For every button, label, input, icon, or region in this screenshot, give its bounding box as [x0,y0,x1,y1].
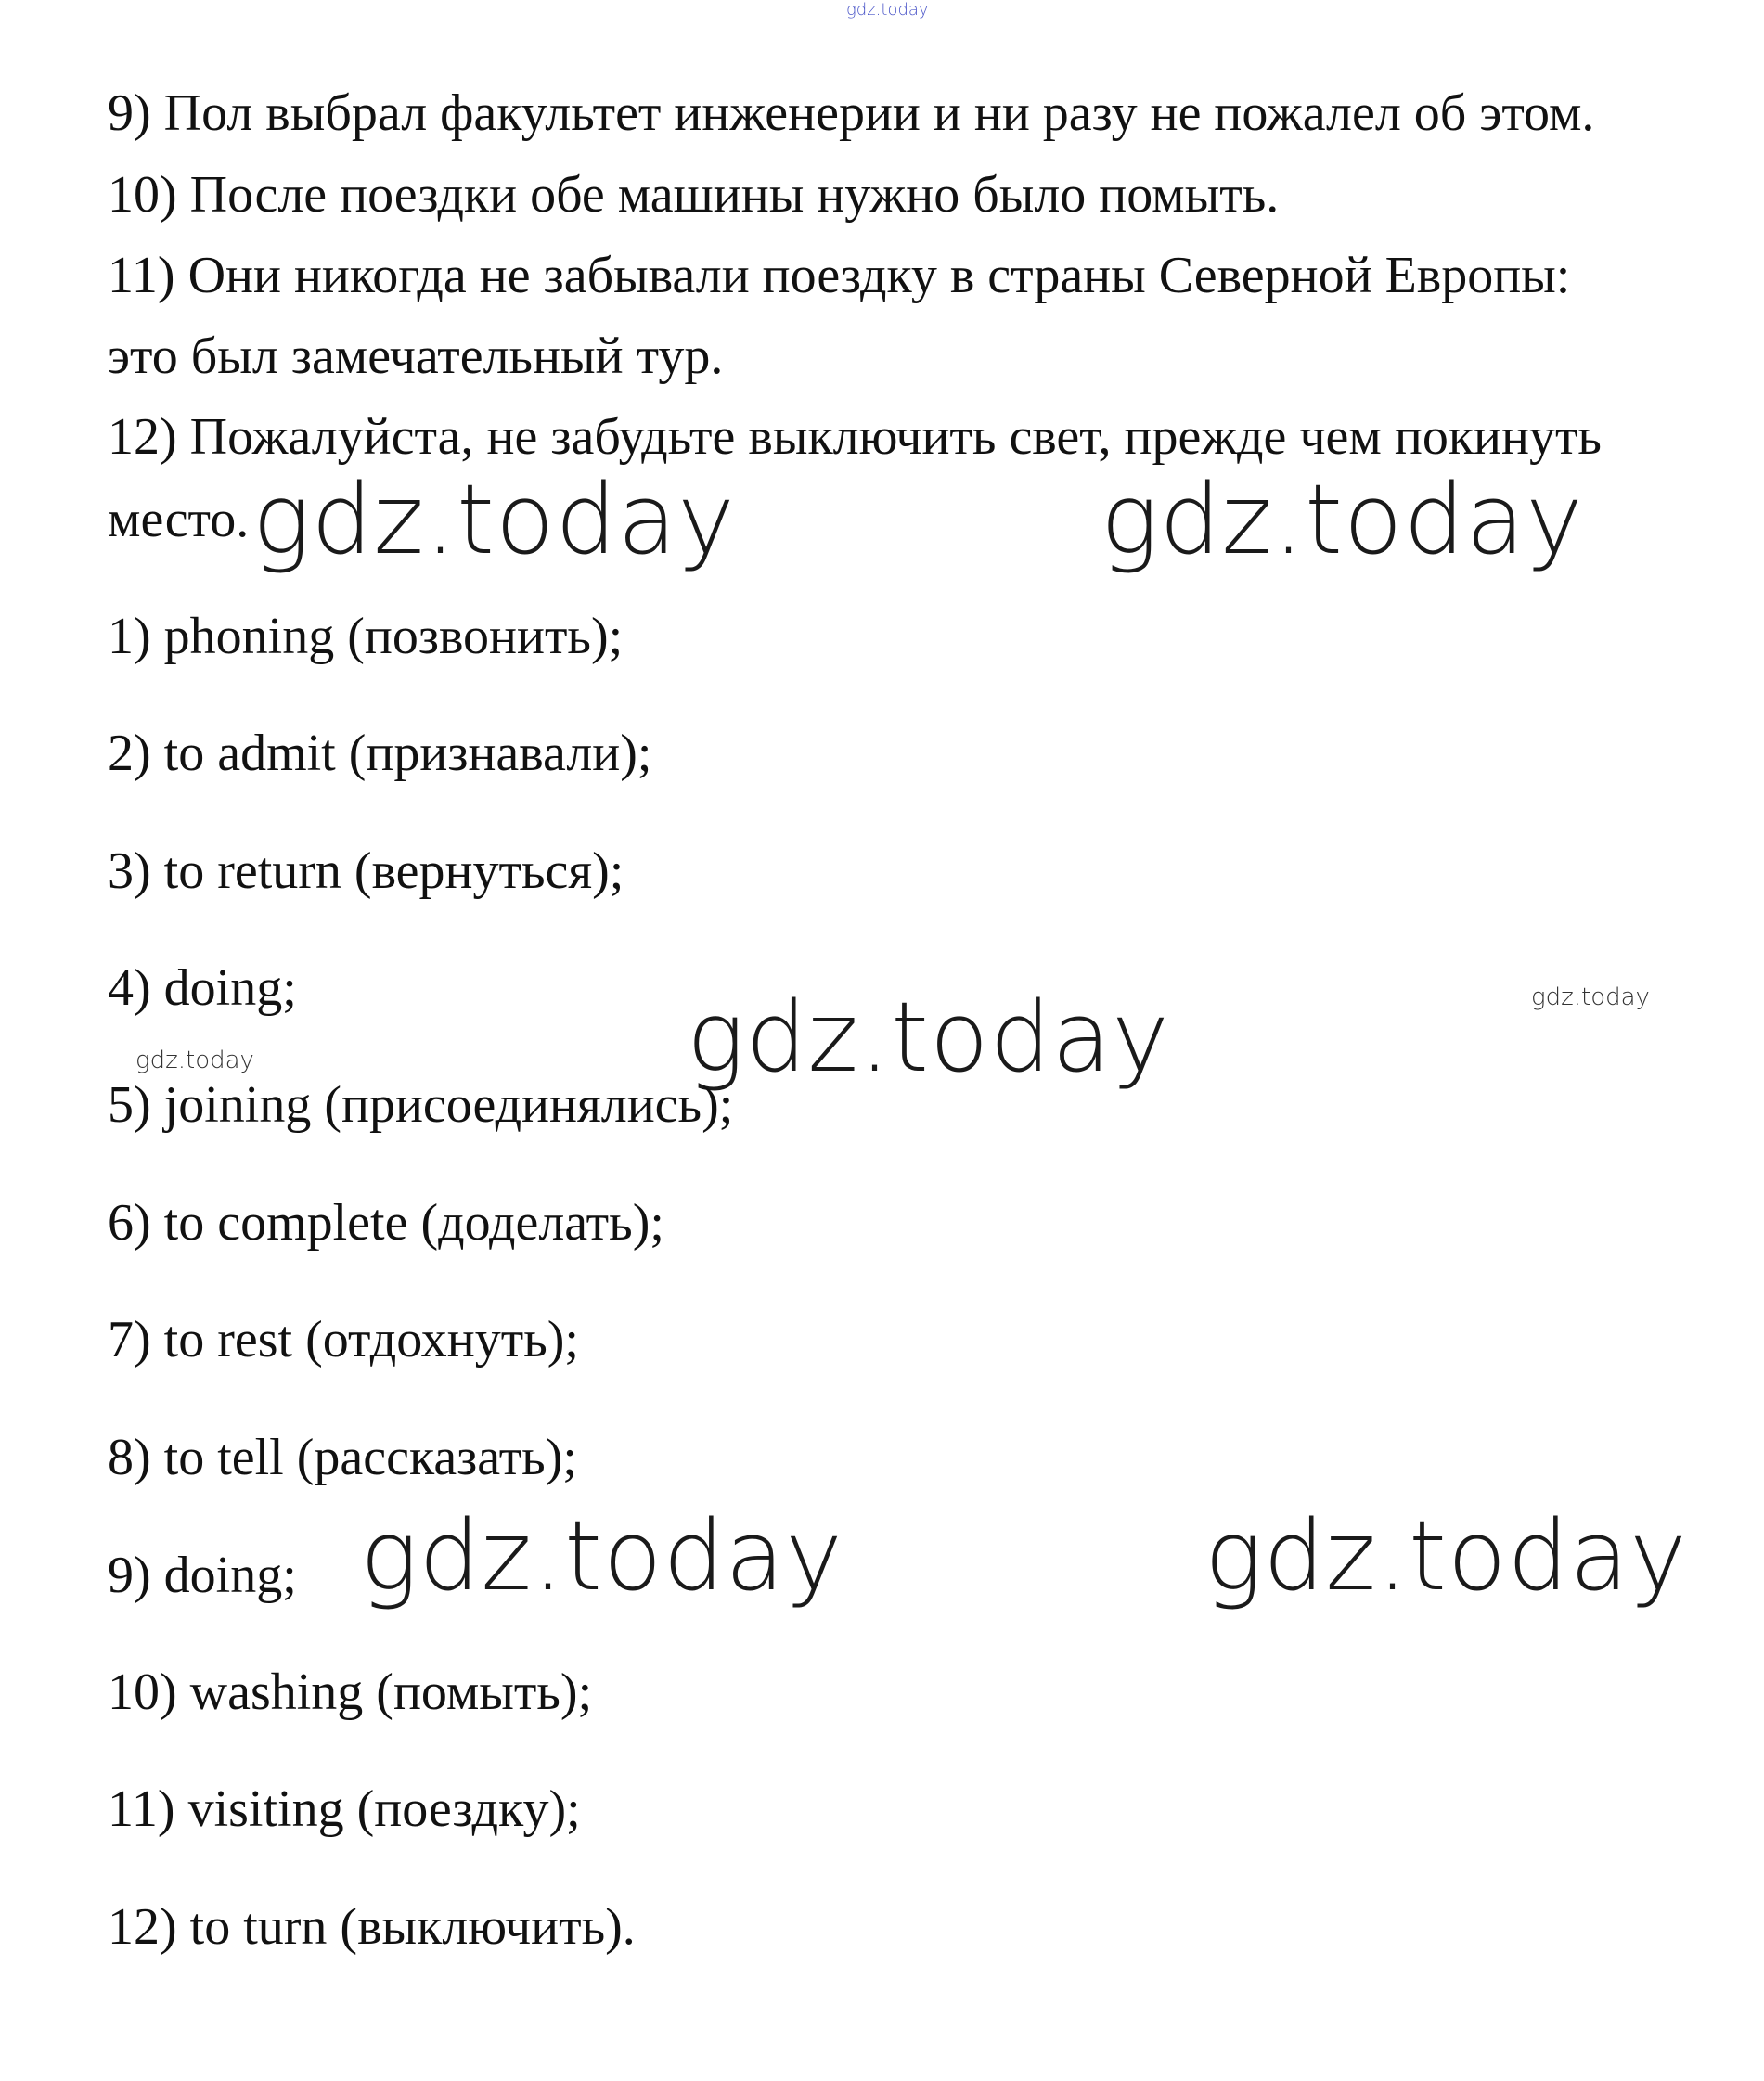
answer-item-5: 5) joining (присоединялись); [108,1076,734,1134]
translation-line-10: 10) После поездки обе машины нужно было помыть. [108,166,1280,224]
answer-item-12: 12) to turn (выключить). [108,1898,636,1956]
answer-item-3: 3) to return (вернуться); [108,842,624,900]
translation-line-12-cont: место. [108,491,250,548]
answer-item-11: 11) visiting (поездку); [108,1780,581,1838]
answer-item-9: 9) doing; [108,1547,297,1604]
translation-line-9: 9) Пол выбрал факультет инженерии и ни разу не пожалел об этом. [108,84,1595,142]
answer-item-6: 6) to complete (доделать); [108,1194,664,1252]
watermark-top: gdz.today [846,0,929,19]
answer-item-8: 8) to tell (рассказать); [108,1429,577,1486]
translation-line-12: 12) Пожалуйста, не забудьте выключить свет, прежде чем покинуть [108,408,1602,466]
answer-item-4: 4) doing; [108,959,297,1017]
translation-line-11-cont: это был замечательный тур. [108,328,724,385]
watermark-large-2: gdz.today [1101,463,1584,576]
watermark-small-1: gdz.today [1531,983,1650,1011]
watermark-large-4: gdz.today [360,1499,843,1612]
watermark-large-3: gdz.today [687,981,1170,1094]
watermark-large-1: gdz.today [252,463,736,576]
answer-item-7: 7) to rest (отдохнуть); [108,1311,579,1368]
watermark-large-5: gdz.today [1204,1499,1688,1612]
answer-item-10: 10) washing (помыть); [108,1664,593,1721]
answer-item-2: 2) to admit (признавали); [108,725,652,782]
watermark-small-2: gdz.today [135,1047,254,1074]
translation-line-11: 11) Они никогда не забывали поездку в страны Северной Европы: [108,247,1571,304]
answer-item-1: 1) phoning (позвонить); [108,608,624,665]
